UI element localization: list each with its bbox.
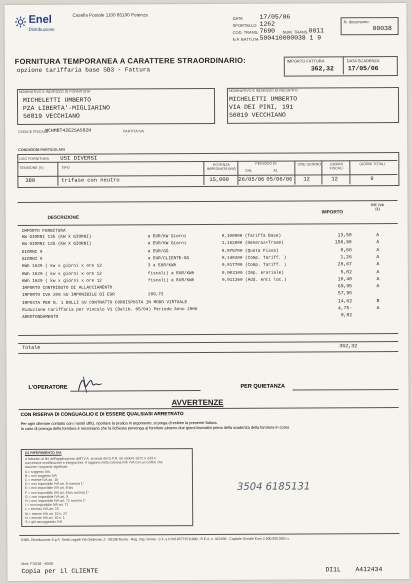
row-price: 0,100000 (Tariffa Base) — [221, 233, 282, 239]
handwritten-number: 3504 6185131 — [236, 481, 311, 493]
col-description: DESCRIZIONE — [47, 214, 80, 220]
account-label: N.P. BATTUTA — [232, 36, 259, 42]
copy-label: Copia per il CLIENTE — [21, 567, 99, 575]
row-iva-code: A — [376, 284, 380, 290]
operator-signature — [74, 375, 104, 395]
date-value: 17/05/06 — [259, 13, 291, 21]
company-address: Casella Postale 1100 85100 Potenza — [72, 12, 148, 18]
row-unit: a EUR/GG — [147, 248, 169, 254]
type-value: trifase con neutro — [61, 177, 120, 184]
iva-reference-line: M = esente IVA art. 10 n. 27 — [25, 511, 68, 516]
iva-reference-line: E = non imponibile IVA art. 8 bis — [25, 486, 73, 491]
recipient-city: 56019 VECCHIANO — [229, 111, 286, 119]
receipt-label: PER QUIETANZA — [240, 383, 286, 390]
iva-reference-line: L = escluso IVA art. 15 — [25, 507, 59, 512]
tx-code-value: 7690 — [259, 27, 275, 35]
row-description: GIORNI 9 — [21, 256, 43, 262]
iva-reference-line: assume i seguenti significati: — [24, 465, 69, 470]
amount-value: 362,32 — [310, 65, 334, 73]
doc-number-value: 00038 — [372, 25, 392, 33]
total-days-value: 9 — [370, 176, 374, 183]
date-label: DATA — [232, 15, 243, 21]
iva-reference-line: I = non imponibile IVA art. 71 — [25, 502, 69, 508]
row-price: 0,140200 (Comp. Tariff. ) — [221, 255, 287, 261]
row-unit: a EUR/CLIENTE-GG — [147, 255, 190, 262]
row-description: IMPOSTA PER N. 1 BOLLI SU CONTRATTO CORRISPOSTA IN MODO VIRTUALE — [22, 299, 188, 306]
row-description: KWh 1620 ( kw x giorni x ore 12 — [21, 278, 102, 284]
fiscal-code-label: CODICE FISCALE — [18, 129, 49, 134]
from-value: 26/05/06 — [238, 176, 265, 183]
days-value: 12 — [331, 176, 338, 183]
col-to: AL — [273, 168, 278, 173]
row-amount: 0,02 — [340, 313, 353, 319]
invoice-title: FORNITURA TEMPORANEA A CARATTERE STRAORDINARIO: — [14, 55, 246, 67]
use-label: USO FORNITURA — [19, 156, 50, 161]
logo-subtitle: Distribuzione — [28, 26, 55, 32]
col-amount: IMPORTO — [321, 209, 343, 215]
tx-num-label: NUM. TRANS. — [282, 29, 309, 35]
document-serial: A412434 — [355, 566, 383, 574]
recipient-street: VIA DEI PINI, 191 — [229, 103, 294, 111]
row-amount: 1,26 — [340, 255, 352, 261]
row-unit: 3 a EUR/KWh — [147, 263, 177, 269]
col-days: GIORNI FISCALI — [329, 162, 344, 171]
row-iva-code: A — [376, 262, 380, 268]
row-amount: 5,02 — [340, 269, 352, 275]
row-amount: 28,67 — [337, 262, 352, 268]
branch-value: 1262 — [259, 20, 275, 28]
row-amount: 0,68 — [340, 247, 352, 253]
row-unit: 289,73 — [148, 292, 164, 298]
row-description: IMPORTO CONTRIBUTO DI ALLACCIAMENTO — [21, 285, 113, 292]
due-label: DATA SCADENZA — [346, 58, 380, 64]
logo-name: Enel — [28, 13, 52, 26]
branch-label: SPORTELLO — [232, 22, 257, 28]
row-unit: fiscali) a EUR/KWh — [147, 277, 195, 284]
iva-reference-title: (1) RIFERIMENTO IVA — [24, 450, 62, 455]
row-description: KWh 1620 ( kw x giorni x ore 12 — [21, 271, 102, 277]
iva-reference-line: successive modificazioni e integrazioni. A rapporto nella colonna RIF. IVA con un codice che — [24, 460, 163, 466]
fiscal-code-value: MCHMBT42E25A562H — [45, 128, 92, 134]
invoice-subtitle: opzione tariffaria base SB3 - Fattura — [16, 66, 151, 74]
row-description: ARROTONDAMENTO — [22, 315, 59, 321]
row-unit: fiscali) a EUR/KWh — [147, 270, 195, 276]
iva-reference-line: H = non imponibile IVA art. 72 comma 1° — [25, 498, 87, 503]
iva-reference-line: A = soggetto IVA — [24, 469, 51, 474]
row-price: 0,075700 (Quota Fissa) — [221, 248, 279, 254]
total-label: Totale — [22, 344, 41, 351]
total-value: 362,32 — [339, 343, 358, 350]
row-description: GIORNI 9 — [21, 249, 43, 255]
section-title: IMPORTO FORNITURA — [21, 228, 66, 234]
conditions-label: CONDIZIONI PARTICOLARI — [18, 147, 65, 152]
row-iva-code: B — [376, 298, 380, 304]
col-from: DAL — [245, 168, 253, 173]
doc-number-label: N. documento: — [343, 19, 370, 25]
due-value: 17/05/06 — [347, 65, 379, 73]
tx-code-label: COD. TRANS. — [232, 29, 259, 35]
power-value: 15,000 — [209, 176, 229, 183]
row-description: KW GIORNI 135 (KW X GIORNI) — [21, 234, 92, 240]
row-amount: 4,75- — [337, 306, 353, 312]
row-unit: a EUR/KW Giorni — [147, 241, 187, 247]
holder-street: PZA LIBERTA'-MIGLIARINO — [23, 104, 110, 112]
invoice-page — [4, 3, 409, 581]
form-code: Mod. FU038 - 90/05 — [21, 561, 54, 566]
row-description: Riduzione tariffaria per Vincolo V1 (Delib. 05/04) Periodo Anno 2006 — [22, 307, 198, 313]
row-price: 0,017700 (Comp. Tariff. ) — [221, 262, 287, 269]
row-iva-code: A — [376, 247, 380, 253]
holder-city: 56019 VECCHIANO — [23, 112, 80, 120]
row-description: IMPORTO IVA 20% SU IMPONIBILE DI EUR — [22, 292, 115, 299]
row-amount: 14,62 — [337, 298, 353, 305]
row-amount: 156,98 — [334, 240, 352, 246]
row-iva-code: A — [376, 233, 380, 239]
mailing-address-label: NOMINATIVO E INDIRIZZO DI RECAPITO — [228, 88, 298, 93]
row-iva-code — [372, 313, 384, 319]
tx-num-value: 0011 — [308, 27, 324, 35]
col-power: POTENZA IMPEGNATA (kW) — [206, 162, 236, 172]
notice-title: AVVERTENZE — [171, 397, 224, 408]
col-total: GIORNI TOTALI — [359, 162, 386, 167]
iva-reference-line: D = non imponibile IVA art. 8 comma 1° — [24, 481, 85, 487]
col-tension: TENSIONE (V) — [19, 165, 44, 170]
tension-value: 380 — [25, 177, 36, 184]
iva-reference-line: B = non soggetto IVA — [24, 473, 57, 478]
row-iva-code: A — [376, 240, 380, 246]
iva-reference-line: S = già assoggettato IVA — [25, 519, 63, 524]
footer-company: ENEL Distribuzione S.p.A. Sede Legale Via Ombrone, 2 - 00198 Roma - Reg. Imp. Roma - C.F. e P.IVA 05779711000 - R.E.A. n. 922436 - Capitale Sociale Euro 2.600.000.000 i.v. — [21, 536, 290, 542]
row-price: 0,011360 (Add. enti loc.) — [221, 277, 287, 283]
row-unit: a EUR/KW Giorni — [147, 234, 187, 240]
notice-line-1: Per ogni ulteriore contatto con i nostri uffici, riportare la pratica in argomento, si prega di esibire la presente fattura. — [20, 419, 218, 426]
notice-lead: CON RISERVA DI CONGUAGLIO E DI ESSERE QUALSIASI ARRETRATO — [20, 412, 184, 418]
col-hours: ORE GIORNO — [297, 162, 322, 167]
operator-label: L'OPERATORE — [28, 384, 68, 391]
row-iva-code: A — [376, 269, 380, 275]
row-amount: 57,95 — [337, 291, 353, 297]
row-price: 0,003100 (Imp. erariale) — [221, 270, 284, 276]
enel-logo — [15, 15, 27, 33]
row-description: KW GIORNI 135 (KW X GIORNI) — [21, 241, 92, 248]
to-value: 05/06/06 — [266, 176, 293, 183]
row-iva-code: A — [376, 254, 380, 261]
col-iva: RIF. IVA (1) — [370, 203, 385, 212]
col-period: PERIODO DI — [255, 161, 277, 166]
iva-reference-line: N = esente IVA art. 10 n. 1 — [25, 515, 65, 520]
amount-label: IMPORTO FATTURA — [286, 58, 325, 64]
iva-reference-line: A fatturato ai fini dell'applicazione dell'I.V.A. ai sensi del D.P.R. 26 ottobre 1972 n. 633 e — [24, 456, 157, 461]
hours-value: 12 — [303, 176, 310, 183]
row-amount: 18,40 — [337, 277, 352, 283]
iva-reference-line: C = esente IVA art. 10 — [24, 477, 59, 482]
row-description: KWh 1620 ( kw x giorni x ore 12 — [21, 263, 102, 270]
recipient-name: MICHELETTI UMBERTO — [228, 95, 298, 103]
holder-name: MICHELETTI UMBERTO — [22, 96, 92, 104]
row-iva-code: A — [376, 306, 380, 312]
use-value: USI DIVERSI — [60, 154, 98, 162]
col-type: TIPO — [61, 165, 70, 170]
supply-address-label: NOMINATIVO E INDIRIZZO DI FORNITURA — [18, 89, 91, 94]
document-code: DI1L — [325, 566, 341, 574]
row-amount: 13,50 — [337, 233, 352, 239]
iva-reference-line: G = non imponibile IVA art. 9 — [25, 494, 69, 499]
notice-line-2: In caso di proroga della fornitura è necessario che la richiesta pervenga al fornitore almeno due giorni lavorativi prima della scadenza della fornitura in corso. — [20, 424, 291, 431]
row-iva-code: A — [376, 276, 380, 282]
account-value: 500410000038 1 9 — [259, 34, 322, 42]
row-amount: 69,95 — [337, 284, 352, 290]
row-iva-code — [372, 291, 384, 297]
row-price: 1,162800 (Generaz+Trasm) — [221, 240, 284, 247]
enel-sun-icon — [15, 16, 27, 28]
vat-number-label: PARTITA IVA — [123, 129, 145, 134]
iva-reference-line: F = non imponibile IVA art. 8 bis comma 1° — [25, 490, 90, 495]
